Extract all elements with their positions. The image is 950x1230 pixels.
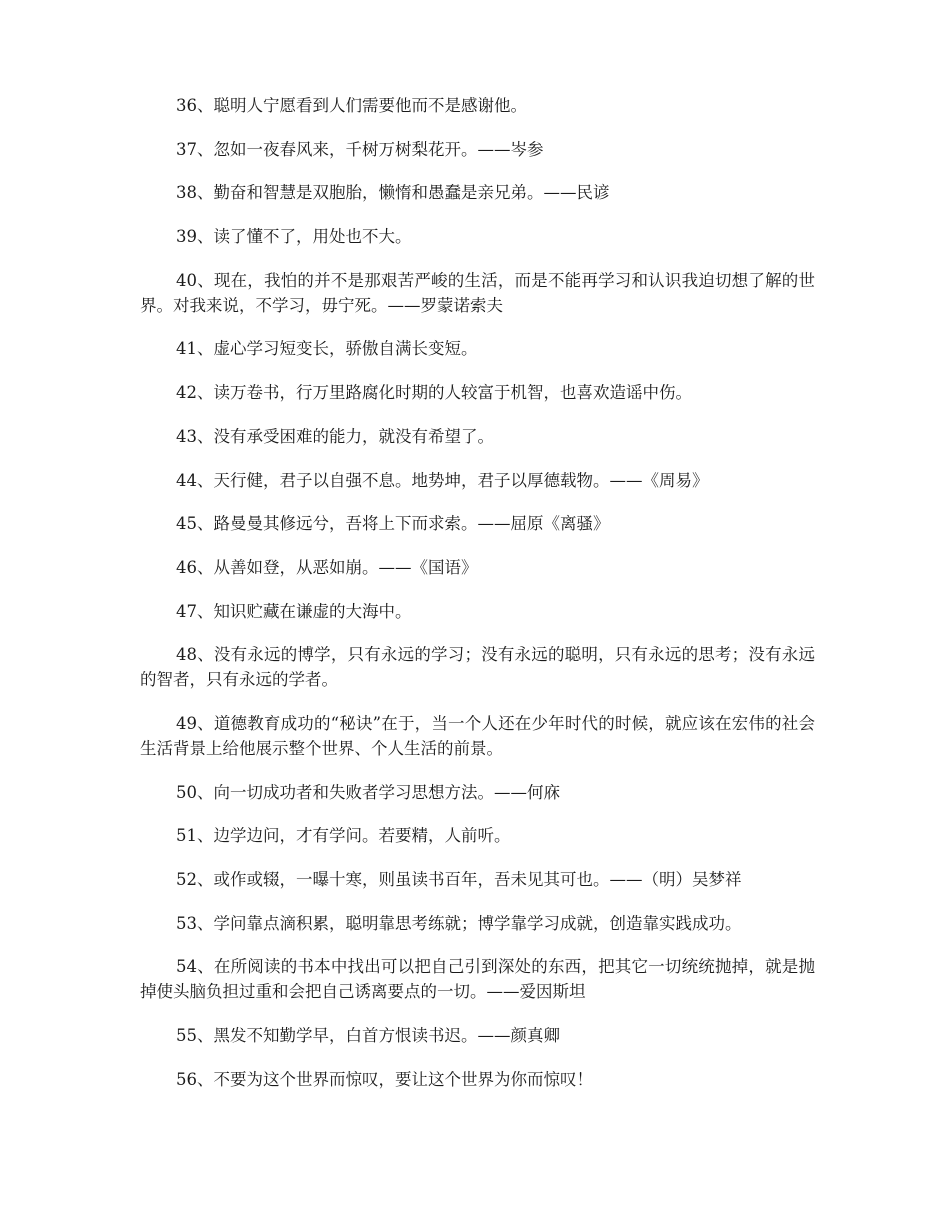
quote-paragraph-39: 39、读了懂不了，用处也不大。 bbox=[176, 227, 412, 247]
quote-paragraph-50: 50、向一切成功者和失败者学习思想方法。——何庥 bbox=[176, 782, 560, 802]
quote-paragraph-45: 45、路曼曼其修远兮，吾将上下而求索。——屈原《离骚》 bbox=[176, 514, 610, 534]
quote-paragraph-41: 41、虚心学习短变长，骄傲自满长变短。 bbox=[176, 339, 478, 359]
quote-paragraph-43: 43、没有承受困难的能力，就没有希望了。 bbox=[176, 426, 494, 446]
quote-paragraph-47: 47、知识贮藏在谦虚的大海中。 bbox=[176, 601, 412, 621]
quote-paragraph-48: 48、没有永远的博学，只有永远的学习；没有永远的聪明，只有永远的思考；没有永远的智者，只有永远的学者。 bbox=[140, 645, 815, 690]
quote-paragraph-46: 46、从善如登，从恶如崩。——《国语》 bbox=[176, 557, 478, 577]
quote-paragraph-38: 38、勤奋和智慧是双胞胎，懒惰和愚蠢是亲兄弟。——民谚 bbox=[176, 183, 610, 203]
quote-paragraph-44: 44、天行健，君子以自强不息。地势坤，君子以厚德载物。——《周易》 bbox=[176, 470, 709, 490]
quote-paragraph-55: 55、黑发不知勤学早，白首方恨读书迟。——颜真卿 bbox=[176, 1026, 560, 1046]
quote-paragraph-51: 51、边学边问，才有学问。若要精，人前听。 bbox=[176, 826, 511, 846]
quote-paragraph-42: 42、读万卷书，行万里路腐化时期的人较富于机智，也喜欢造谣中伤。 bbox=[176, 383, 692, 403]
quote-paragraph-40: 40、现在，我怕的并不是那艰苦严峻的生活，而是不能再学习和认识我迫切想了解的世界。对我来说，不学习，毋宁死。——罗蒙诺索夫 bbox=[140, 270, 815, 315]
quote-paragraph-37: 37、忽如一夜春风来，千树万树梨花开。——岑参 bbox=[176, 139, 544, 159]
quote-paragraph-49: 49、道德教育成功的“秘诀”在于，当一个人还在少年时代的时候，就应该在宏伟的社会生活背景上给他展示整个世界、个人生活的前景。 bbox=[140, 713, 815, 758]
quote-paragraph-52: 52、或作或辍，一曝十寒，则虽读书百年，吾未见其可也。——（明）吴梦祥 bbox=[176, 870, 742, 889]
quote-paragraph-56: 56、不要为这个世界而惊叹，要让这个世界为你而惊叹！ bbox=[176, 1069, 593, 1089]
quote-paragraph-53: 53、学问靠点滴积累，聪明靠思考练就；博学靠学习成就，创造靠实践成功。 bbox=[176, 913, 742, 933]
document-body bbox=[140, 93, 815, 1110]
quote-paragraph-54: 54、在所阅读的书本中找出可以把自己引到深处的东西，把其它一切统统抛掉，就是抛掉使头脑负担过重和会把自己诱离要点的一切。——爱因斯坦 bbox=[140, 957, 815, 1002]
quote-paragraph-36: 36、聪明人宁愿看到人们需要他而不是感谢他。 bbox=[176, 96, 527, 115]
